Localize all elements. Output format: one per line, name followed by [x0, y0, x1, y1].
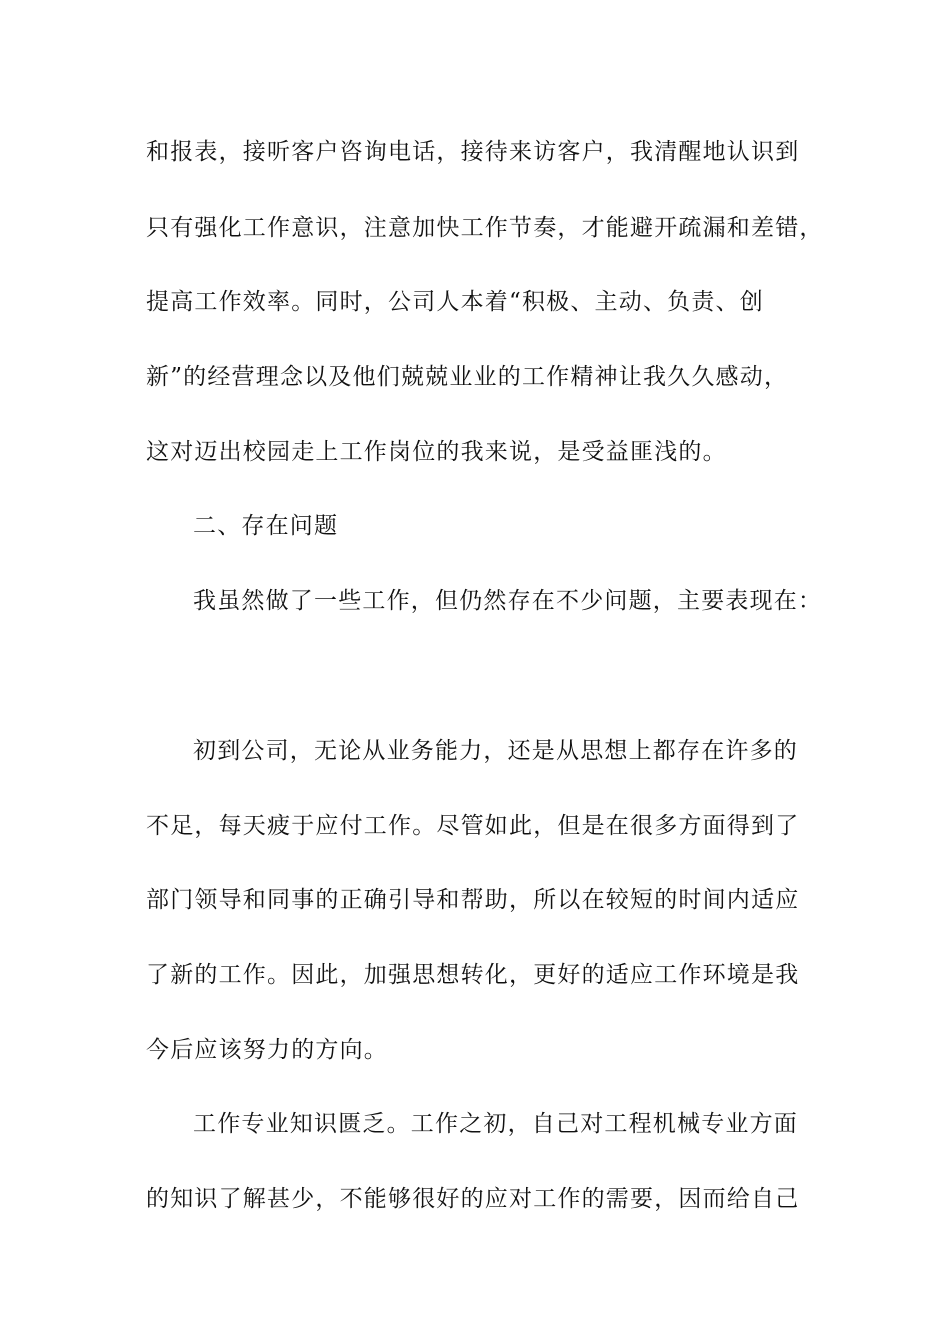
paragraph-line: 部门领导和同事的正确引导和帮助，所以在较短的时间内适应: [146, 887, 800, 913]
paragraph-line: 新”的经营理念以及他们兢兢业业的工作精神让我久久感动，: [146, 364, 789, 390]
paragraph-line: 了新的工作。因此，加强思想转化，更好的适应工作环境是我: [146, 962, 800, 988]
paragraph-line: 不足，每天疲于应付工作。尽管如此，但是在很多方面得到了: [146, 813, 800, 839]
paragraph-line: 的知识了解甚少，不能够很好的应对工作的需要，因而给自己: [146, 1186, 800, 1212]
paragraph-line: 工作专业知识匮乏。工作之初，自己对工程机械专业方面: [193, 1111, 798, 1137]
paragraph-line: 今后应该努力的方向。: [146, 1037, 388, 1063]
paragraph-line: 只有强化工作意识，注意加快工作节奏，才能避开疏漏和差错，: [146, 215, 824, 241]
paragraph-line: 我虽然做了一些工作，但仍然存在不少问题，主要表现在：: [193, 588, 823, 614]
paragraph-line: 这对迈出校园走上工作岗位的我来说，是受益匪浅的。: [146, 439, 727, 465]
section-heading: 二、存在问题: [193, 513, 339, 539]
paragraph-line: 提高工作效率。同时，公司人本着“积极、主动、负责、创: [146, 289, 764, 315]
paragraph-line: 和报表，接听客户咨询电话，接待来访客户，我清醒地认识到: [146, 139, 800, 165]
paragraph-line: 初到公司，无论从业务能力，还是从思想上都存在许多的: [193, 738, 798, 764]
